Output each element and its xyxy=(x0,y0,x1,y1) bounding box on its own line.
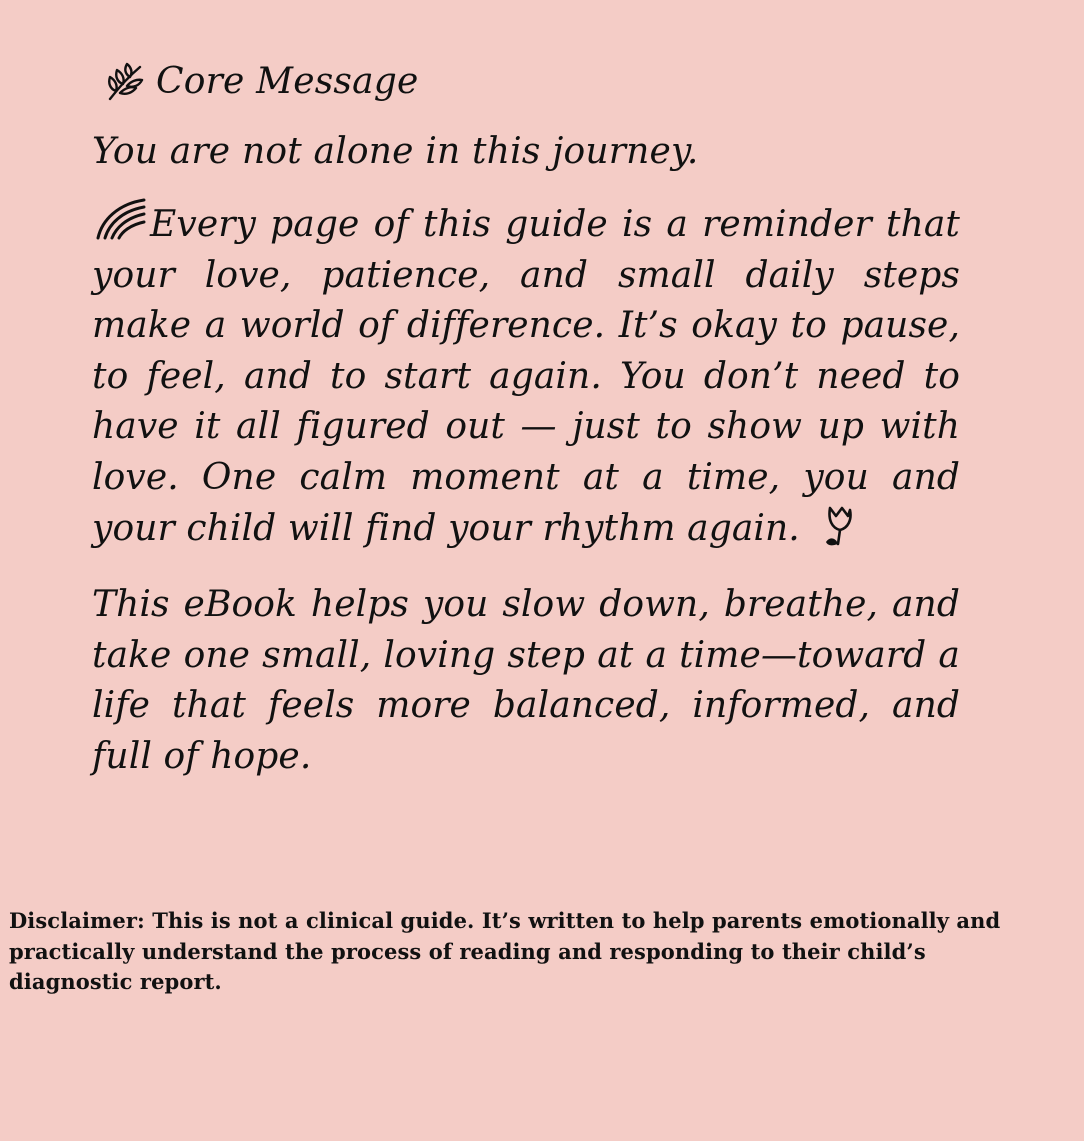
closing-paragraph: This eBook helps you slow down, breathe, and take one small, loving step at a time—toward a life that feels more balanced, informed, and full of hope. xyxy=(92,584,960,777)
body-text: Every page of this guide is a reminder that your love, patience, and small daily steps make a world of difference. It’s okay to pause, to feel, and to start again. You don’t need to have it all figured out — just to show up with love. One calm moment at a time, you and your child will find your rhythm again. xyxy=(92,204,960,549)
leaf-sprig-icon xyxy=(104,61,146,103)
content-block xyxy=(92,56,960,783)
section-heading xyxy=(104,56,960,108)
lead-sentence: You are not alone in this journey. xyxy=(92,131,699,172)
heading-text: Core Message xyxy=(156,61,419,102)
tulip-icon xyxy=(820,504,858,548)
disclaimer: Disclaimer: This is not a clinical guide. It’s written to help parents emotionally and practically understand the process of reading and responding to their child’s diagnostic report. xyxy=(9,908,1001,994)
rainbow-icon xyxy=(92,196,148,242)
body-paragraph xyxy=(92,196,960,554)
